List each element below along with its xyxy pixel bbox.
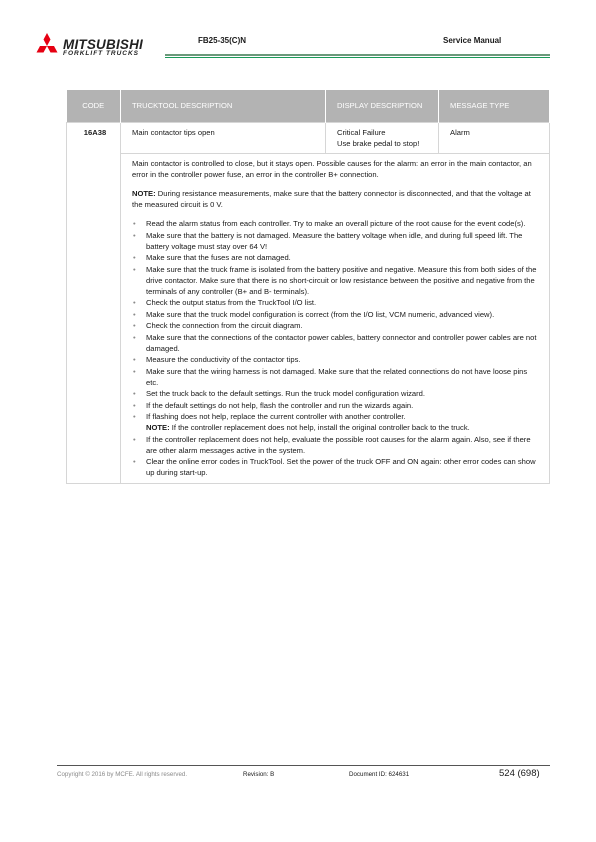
display-line: Use brake pedal to stop! — [337, 139, 420, 148]
mitsubishi-logo — [33, 33, 163, 63]
step-text: If the default settings do not help, flash the controller and run the wizards again. — [146, 400, 414, 410]
column-header-display: DISPLAY DESCRIPTION — [326, 90, 439, 123]
list-item — [132, 354, 541, 365]
doc-type: Service Manual — [443, 36, 502, 45]
note-label: NOTE: — [132, 189, 156, 198]
list-item — [132, 332, 541, 354]
header-divider — [165, 54, 550, 56]
message-type: Alarm — [439, 123, 550, 154]
step-text: Make sure that the fuses are not damaged. — [146, 253, 291, 262]
column-header-description: TRUCKTOOL DESCRIPTION — [121, 90, 326, 123]
event-code: 16A38 — [67, 123, 121, 484]
step-text: Make sure that the battery is not damaged. Measure the battery voltage when idle, and during full speed lift. The battery voltage must stay over 64 V! — [146, 230, 523, 251]
step-text: Make sure that the connections of the contactor power cables, battery connector and controller power cables are not damaged. — [146, 332, 537, 353]
copyright: Copyright © 2016 by MCFE. All rights reserved. — [57, 771, 188, 778]
list-item — [132, 366, 541, 388]
step-text: Check the connection from the circuit diagram. — [146, 321, 303, 330]
table-row — [67, 123, 550, 154]
footer-divider — [57, 765, 550, 766]
step-text: Make sure that the truck frame is isolated from the battery positive and negative. Measure this from both sides of the drive contactor. Make sure that there is no short-circuit or low resistance between the positive and negative from the terminals of any controller (B+ and B- terminals). — [146, 264, 537, 296]
step-text: Measure the conductivity of the contactor tips. — [146, 355, 301, 364]
list-item — [132, 388, 541, 399]
event-code-table — [66, 90, 550, 484]
step-note-label: NOTE: — [146, 423, 170, 432]
list-item — [132, 218, 541, 229]
list-item — [132, 297, 541, 308]
list-item — [132, 252, 541, 263]
list-item — [132, 320, 541, 331]
trucktool-description: Main contactor tips open — [121, 123, 326, 154]
step-text: If flashing does not help, replace the current controller with another controller. — [146, 412, 406, 421]
intro-paragraph: Main contactor is controlled to close, but it stays open. Possible causes for the alarm: an error in the main contactor, an error in the controller power fuse, an error in the controller B+ connection. — [132, 159, 532, 179]
brand-name: MITSUBISHI — [63, 37, 144, 52]
list-item — [132, 456, 541, 478]
document-id: Document ID: 624631 — [349, 771, 410, 778]
details-cell — [121, 154, 550, 484]
troubleshooting-steps — [132, 218, 541, 478]
column-header-code: CODE — [67, 90, 121, 123]
step-note-text: If the controller replacement does not help, install the original controller back to the truck. — [169, 423, 470, 432]
display-line: Critical Failure — [337, 128, 386, 137]
table-header-row — [67, 90, 550, 123]
list-item — [132, 230, 541, 252]
step-text: Clear the online error codes in TruckTool. Set the power of the truck OFF and ON again: other error codes can show up during start-up. — [146, 457, 536, 477]
step-text: Make sure that the wiring harness is not damaged. Make sure that the related connections do not have loose pins etc. — [146, 366, 528, 387]
step-text: If the controller replacement does not help, evaluate the possible root causes for the alarm again. Also, see if there are other alarm messages active in the system. — [146, 434, 531, 455]
step-text: Read the alarm status from each controller. Try to make an overall picture of the root cause for the event code(s). — [146, 219, 526, 228]
list-item — [132, 264, 541, 297]
revision: Revision: B — [243, 771, 275, 778]
step-text: Check the output status from the TruckTool I/O list. — [146, 298, 317, 307]
brand-subtitle: FORKLIFT TRUCKS — [63, 50, 140, 57]
display-description — [326, 123, 439, 154]
page-number: 524 (698) — [499, 768, 540, 779]
list-item — [132, 400, 541, 411]
column-header-message-type: MESSAGE TYPE — [439, 90, 550, 123]
three-diamonds-icon — [33, 33, 61, 59]
list-item — [132, 309, 541, 320]
note-paragraph — [132, 188, 541, 210]
step-text: Set the truck back to the default settings. Run the truck model configuration wizard. — [146, 389, 426, 398]
list-item — [132, 411, 541, 433]
note-text: During resistance measurements, make sure that the battery connector is disconnected, and that the voltage at the measured circuit is 0 V. — [132, 189, 531, 209]
model-title: FB25-35(C)N — [198, 36, 247, 45]
header-divider-accent — [165, 57, 550, 58]
details-row — [67, 154, 550, 484]
step-text: Make sure that the truck model configuration is correct (from the I/O list, VCM numeric, advanced view). — [146, 309, 495, 319]
list-item — [132, 434, 541, 456]
